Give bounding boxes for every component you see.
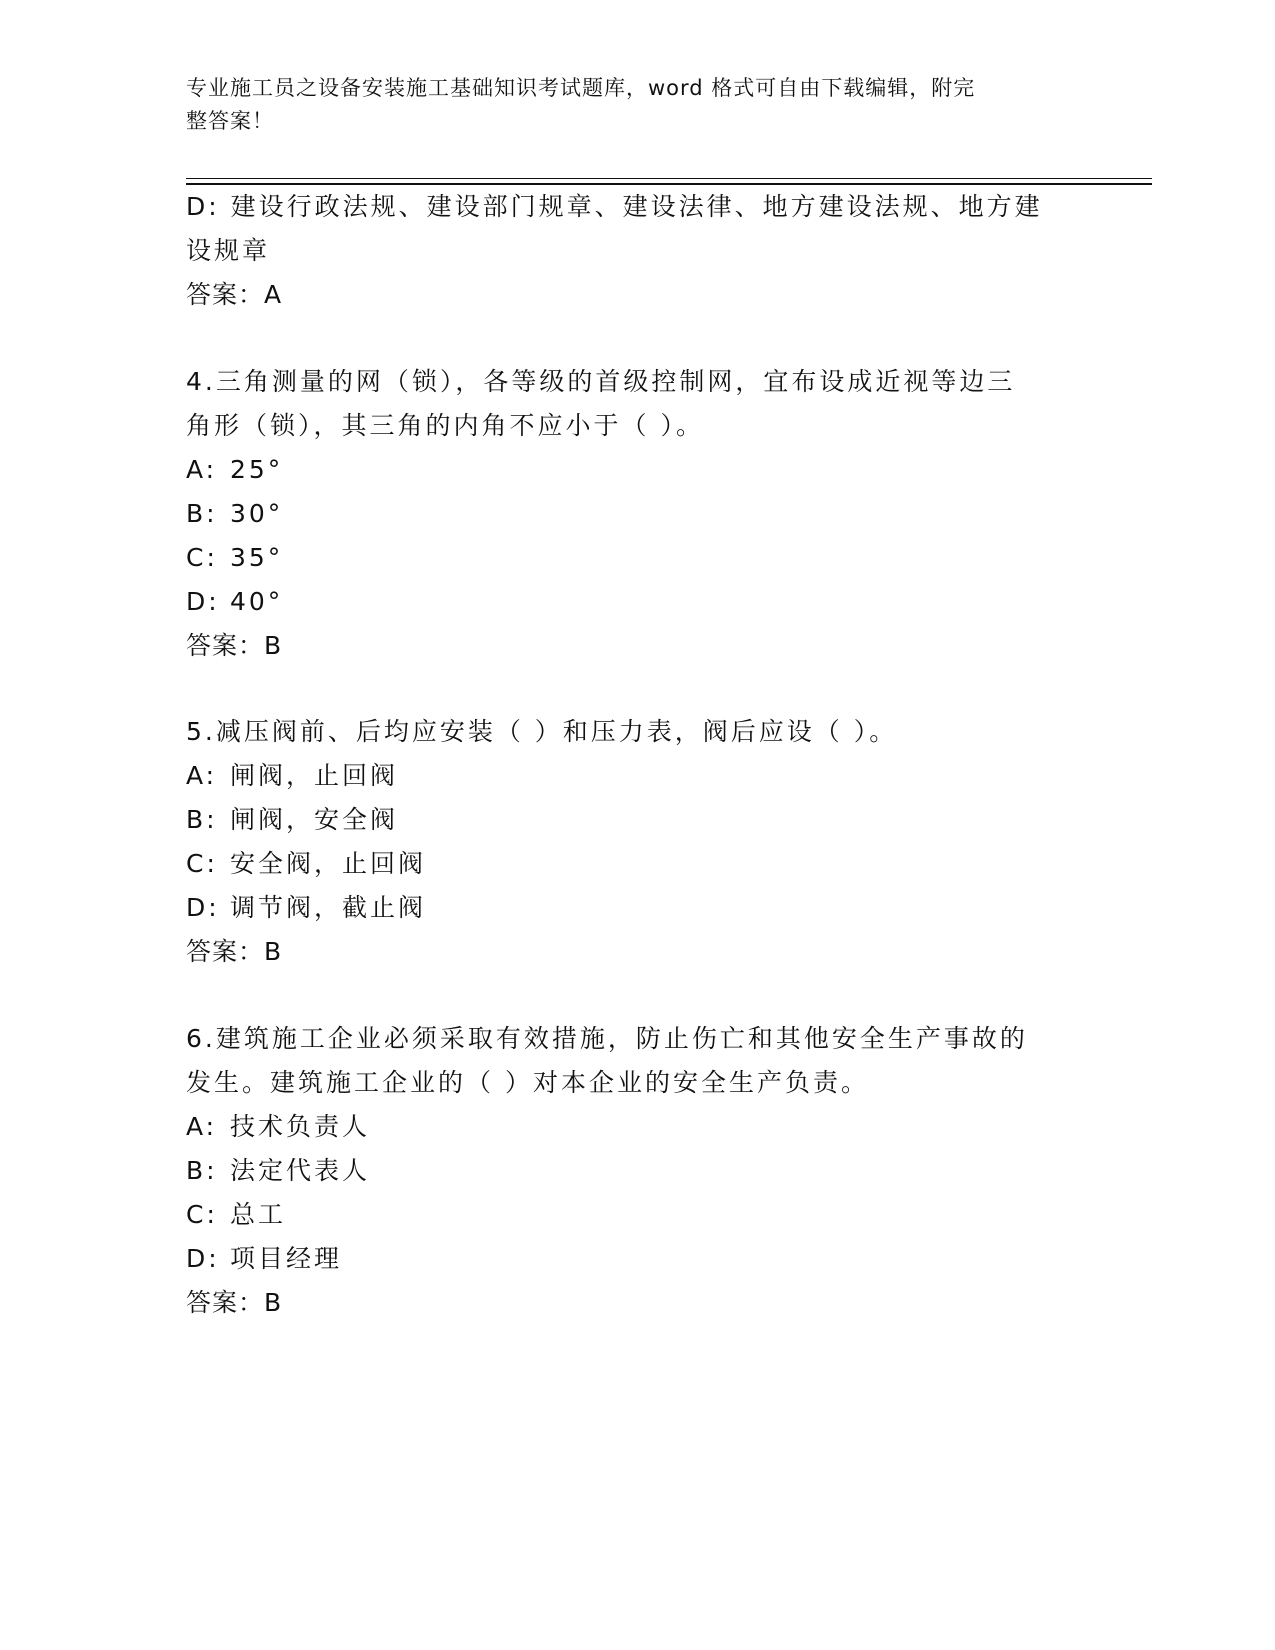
header-line: 整答案！ xyxy=(186,109,274,133)
option-a xyxy=(186,455,283,485)
option-text: 调节阀，截止阀 xyxy=(230,893,427,922)
option-letter: D: xyxy=(186,893,220,922)
option-text: 闸阀，止回阀 xyxy=(230,761,399,790)
option-text: 35° xyxy=(230,543,284,572)
question-stem-continued: 发生。建筑施工企业的（ ）对本企业的安全生产负责。 xyxy=(186,1068,869,1097)
option-text: 40° xyxy=(230,587,284,616)
question-stem-continued: 角形（锁），其三角的内角不应小于（ ）。 xyxy=(186,411,704,440)
option-text: 法定代表人 xyxy=(230,1156,371,1185)
header-line: 专业施工员之设备安装施工基础知识考试题库，word 格式可自由下载编辑，附完 xyxy=(186,76,976,100)
answer-label: 答案：B xyxy=(186,937,283,966)
answer-label: 答案：B xyxy=(186,1288,283,1317)
option-d-text-continued: 设规章 xyxy=(186,236,271,265)
option-letter: C: xyxy=(186,849,218,878)
answer-label: 答案：B xyxy=(186,631,283,660)
option-text: 闸阀，安全阀 xyxy=(230,805,399,834)
option-letter: D: xyxy=(186,1244,220,1273)
question-stem: 5.减压阀前、后均应安装（ ）和压力表，阀后应设（ ）。 xyxy=(186,717,898,746)
option-text: 总工 xyxy=(230,1200,287,1229)
header-divider xyxy=(186,183,1152,185)
option-text: 安全阀，止回阀 xyxy=(230,849,427,878)
option-letter: B: xyxy=(186,499,218,528)
option-a xyxy=(186,1112,370,1142)
option-c xyxy=(186,1200,286,1230)
option-b xyxy=(186,805,398,835)
option-d-text: D: 建设行政法规、建设部门规章、建设法律、地方建设法规、地方建 xyxy=(186,192,1043,221)
document-header xyxy=(186,72,1066,138)
option-d xyxy=(186,587,283,617)
question-stem: 4.三角测量的网（锁），各等级的首级控制网，宜布设成近视等边三 xyxy=(186,367,1016,396)
option-c xyxy=(186,849,426,879)
option-d xyxy=(186,1244,342,1274)
option-b xyxy=(186,499,283,529)
option-text: 技术负责人 xyxy=(230,1112,371,1141)
answer-label: 答案：A xyxy=(186,280,283,309)
option-text: 25° xyxy=(230,455,284,484)
question-stem: 6.建筑施工企业必须采取有效措施，防止伤亡和其他安全生产事故的 xyxy=(186,1024,1028,1053)
option-letter: D: xyxy=(186,587,220,616)
option-letter: A: xyxy=(186,1112,218,1141)
option-letter: B: xyxy=(186,1156,218,1185)
option-d xyxy=(186,893,426,923)
option-letter: A: xyxy=(186,455,218,484)
option-text: 30° xyxy=(230,499,284,528)
option-b xyxy=(186,1156,370,1186)
option-c xyxy=(186,543,283,573)
option-a xyxy=(186,761,398,791)
option-letter: C: xyxy=(186,543,218,572)
option-text: 项目经理 xyxy=(230,1244,343,1273)
option-letter: B: xyxy=(186,805,218,834)
header-divider xyxy=(186,178,1152,179)
option-letter: C: xyxy=(186,1200,218,1229)
option-letter: A: xyxy=(186,761,218,790)
